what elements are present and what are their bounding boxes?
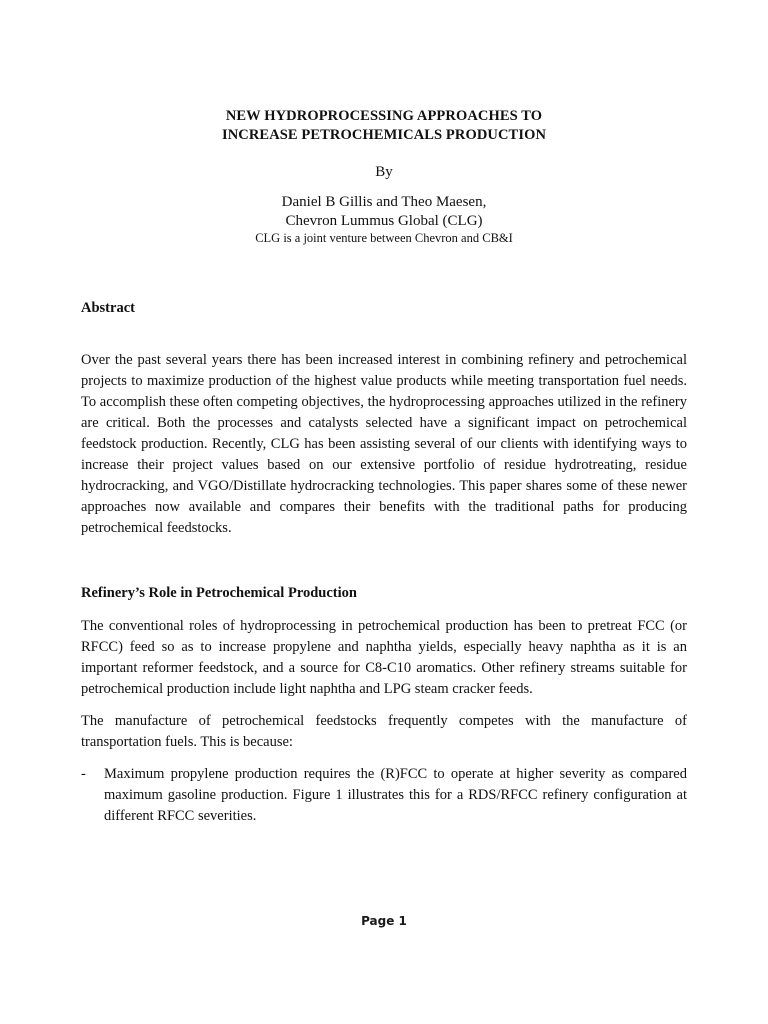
bullet-marker: - <box>81 766 86 782</box>
title-line-2: INCREASE PETROCHEMICALS PRODUCTION <box>221 127 547 143</box>
abstract-heading: Abstract <box>81 300 135 316</box>
bullet-item-1: Maximum propylene production requires the (R)FCC to operate at higher severity as compared maximum gasoline production. Figure 1 illustrates this for a RDS/RFCC refinery configuration at different RFCC severities. <box>104 766 687 824</box>
section-paragraph-1: The conventional roles of hydroprocessing in petrochemical production has been to pretreat FCC (or RFCC) feed so as to increase propylene and naphtha yields, especially heavy naphtha as it is an important reformer feedstock, and a source for C8-C10 aromatics. Other refinery streams suitable for petrochemical production include light naphtha and LPG steam cracker feeds. <box>81 618 687 697</box>
section-paragraph-2: The manufacture of petrochemical feedstocks frequently competes with the manufacture of transportation fuels. This is because: <box>81 713 687 750</box>
affiliation-line: Chevron Lummus Global (CLG) <box>285 213 483 229</box>
title-line-1: NEW HYDROPROCESSING APPROACHES TO <box>225 108 543 124</box>
section-heading-refinery-role: Refinery’s Role in Petrochemical Production <box>81 585 357 601</box>
abstract-body: Over the past several years there has been increased interest in combining refinery and petrochemical projects to maximize production of the highest value products while meeting transportation fuel needs. To accomplish these often competing objectives, the hydroprocessing approaches utilized in the refinery are critical. Both the processes and catalysts selected have a significant impact on petrochemical feedstock production. Recently, CLG has been assisting several of our clients with identifying ways to increase their project values based on our extensive portfolio of residue hydrotreating, residue hydrocracking, and VGO/Distillate hydrocracking technologies. This paper shares some of these newer approaches now available and compares their benefits with the traditional paths for producing petrochemical feedstocks. <box>81 352 687 536</box>
page-number: Page 1 <box>361 914 407 928</box>
authors-line: Daniel B Gillis and Theo Maesen, <box>281 194 487 210</box>
by-line: By <box>375 164 393 180</box>
affiliation-note: CLG is a joint venture between Chevron and CB&I <box>255 231 513 245</box>
